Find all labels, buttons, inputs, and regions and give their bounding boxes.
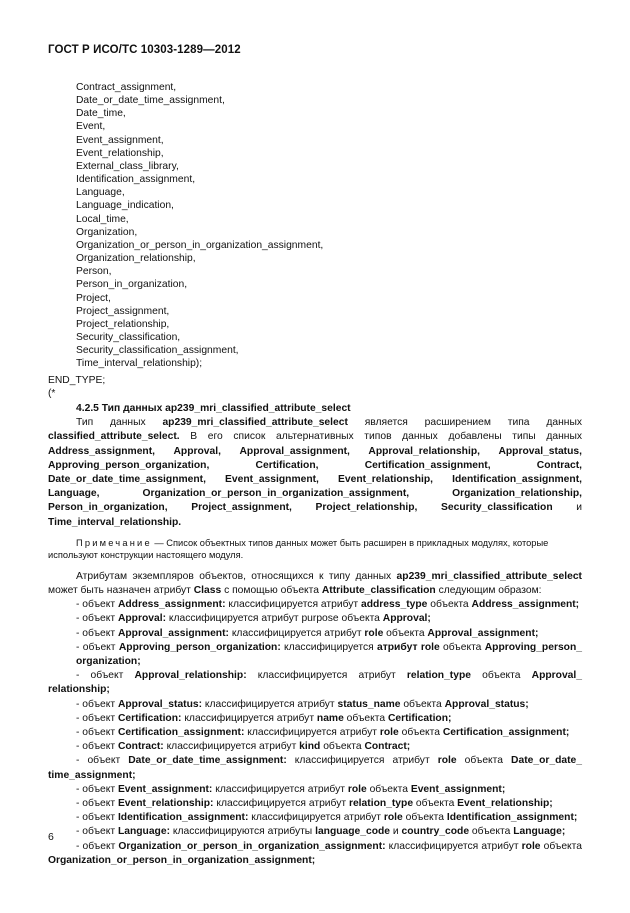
code-line: Event_relationship, bbox=[76, 147, 164, 159]
code-line: Project, bbox=[76, 292, 111, 304]
section-title: 4.2.5 Тип данных ap239_mri_classified_attribute_select bbox=[76, 403, 351, 414]
code-line: Security_classification_assignment, bbox=[76, 345, 239, 357]
list-item: - объект Certification_assignment: классифицируется атрибут role объекта Certification_assignment; bbox=[76, 727, 570, 739]
paragraph-attributes bbox=[48, 570, 582, 598]
code-line: Security_classification, bbox=[76, 331, 181, 343]
type-name: Attribute_classification bbox=[321, 585, 436, 597]
text-run: Атрибутам экземпляров объектов, относящихся к типу данных bbox=[76, 570, 397, 582]
code-line: Time_interval_relationship); bbox=[76, 358, 203, 370]
list-item: - объект Address_assignment: классифицируется атрибут address_type объекта Address_assignment; bbox=[76, 599, 580, 611]
code-line: Organization, bbox=[76, 226, 138, 238]
list-item: - объект Contract: классифицируется атрибут kind объекта Contract; bbox=[76, 741, 411, 753]
section-4-2-5 bbox=[48, 402, 582, 868]
text-run: является расширением типа данных bbox=[347, 417, 582, 429]
attr-name: Class bbox=[193, 585, 222, 597]
text-run: и bbox=[552, 502, 582, 514]
code-line: Event, bbox=[76, 121, 106, 133]
code-block bbox=[76, 81, 323, 370]
note bbox=[48, 537, 582, 561]
comment-open: (* bbox=[48, 388, 56, 400]
code-tail bbox=[48, 374, 105, 400]
page-number: 6 bbox=[48, 831, 54, 843]
list-item: - объект Approval: классифицируется атрибут purpose объекта Approval; bbox=[76, 613, 431, 625]
text-run: В его список альтернативных типов данных добавлены типы данных bbox=[179, 431, 582, 443]
code-line: Identification_assignment, bbox=[76, 174, 196, 186]
list-item: - объект Approval_status: классифицируется атрибут status_name объекта Approval_status; bbox=[76, 698, 529, 710]
text-run: следующим образом: bbox=[435, 585, 542, 597]
code-line: Language, bbox=[76, 187, 125, 199]
note-text: — Список объектных типов данных может быть расширен в прикладных модулях, которые используют конструкции настоящего модуля. bbox=[48, 537, 549, 560]
list-item: - объект Organization_or_person_in_organization_assignment: классифицируется атрибут role объекта Organization_or_person_in_organization_assignment; bbox=[48, 840, 582, 866]
end-type: END_TYPE; bbox=[48, 375, 106, 386]
type-list: Address_assignment, Approval, Approval_assignment, Approval_relationship, Approval_status, Approving_person_organization, Certification, Certification_assignment, Contract, Date_or_date_time_assignment, Event_assignment, Event_relationship, Identification_assignment, Language, Organization_or_person_in_organization_assignment, Organization_relationship, Person_in_organization, Project_assignment, Project_relationship, Security_classification bbox=[48, 445, 582, 514]
code-line: Contract_assignment, bbox=[76, 82, 177, 93]
list-item: - объект Language: классифицируются атрибуты language_code и country_code объекта Language; bbox=[76, 826, 566, 838]
note-label: Примечание bbox=[76, 537, 152, 548]
code-line: External_class_library, bbox=[76, 160, 179, 172]
code-line: Language_indication, bbox=[76, 200, 174, 212]
list-item: - объект Event_relationship: классифицируется атрибут relation_type объекта Event_relationship; bbox=[76, 798, 553, 810]
code-line: Project_relationship, bbox=[76, 318, 170, 330]
text-run: с помощью объекта bbox=[221, 585, 322, 597]
page-header: ГОСТ Р ИСО/ТС 10303-1289—2012 bbox=[48, 44, 241, 56]
code-line: Organization_relationship, bbox=[76, 253, 196, 265]
code-line: Person, bbox=[76, 266, 112, 278]
code-line: Organization_or_person_in_organization_assignment, bbox=[76, 239, 324, 251]
list-item: - объект Certification: классифицируется атрибут name объекта Certification; bbox=[76, 712, 452, 724]
list-item: - объект Approval_assignment: классифицируется атрибут role объекта Approval_assignment; bbox=[76, 627, 539, 639]
list-item: - объект Date_or_date_time_assignment: классифицируется атрибут role объекта Date_or_date_ time_assignment; bbox=[48, 755, 582, 781]
list-item: - объект Event_assignment: классифицируется атрибут role объекта Event_assignment; bbox=[76, 783, 506, 795]
list-item: - объект Identification_assignment: классифицируется атрибут role объекта Identification_assignment; bbox=[76, 812, 578, 824]
text-run: Тип данных bbox=[76, 417, 163, 429]
code-line: Event_assignment, bbox=[76, 134, 164, 146]
code-line: Project_assignment, bbox=[76, 305, 170, 317]
type-name: Time_interval_relationship. bbox=[48, 516, 182, 528]
paragraph-definition bbox=[48, 416, 582, 530]
text-run: может быть назначен атрибут bbox=[48, 585, 194, 597]
code-line: Person_in_organization, bbox=[76, 279, 188, 291]
type-name: classified_attribute_select. bbox=[48, 431, 180, 443]
code-line: Date_time, bbox=[76, 108, 126, 120]
type-name: ap239_mri_classified_attribute_select bbox=[162, 417, 348, 429]
type-name: ap239_mri_classified_attribute_select bbox=[396, 570, 582, 582]
code-line: Local_time, bbox=[76, 213, 129, 225]
code-line: Date_or_date_time_assignment, bbox=[76, 95, 225, 107]
list-item: - объект Approval_relationship: классифицируется атрибут relation_type объекта Approval_ relationship; bbox=[48, 670, 582, 696]
list-item: - объект Approving_person_organization: классифицируется атрибут role объекта Approving_person_ organization; bbox=[76, 641, 582, 668]
